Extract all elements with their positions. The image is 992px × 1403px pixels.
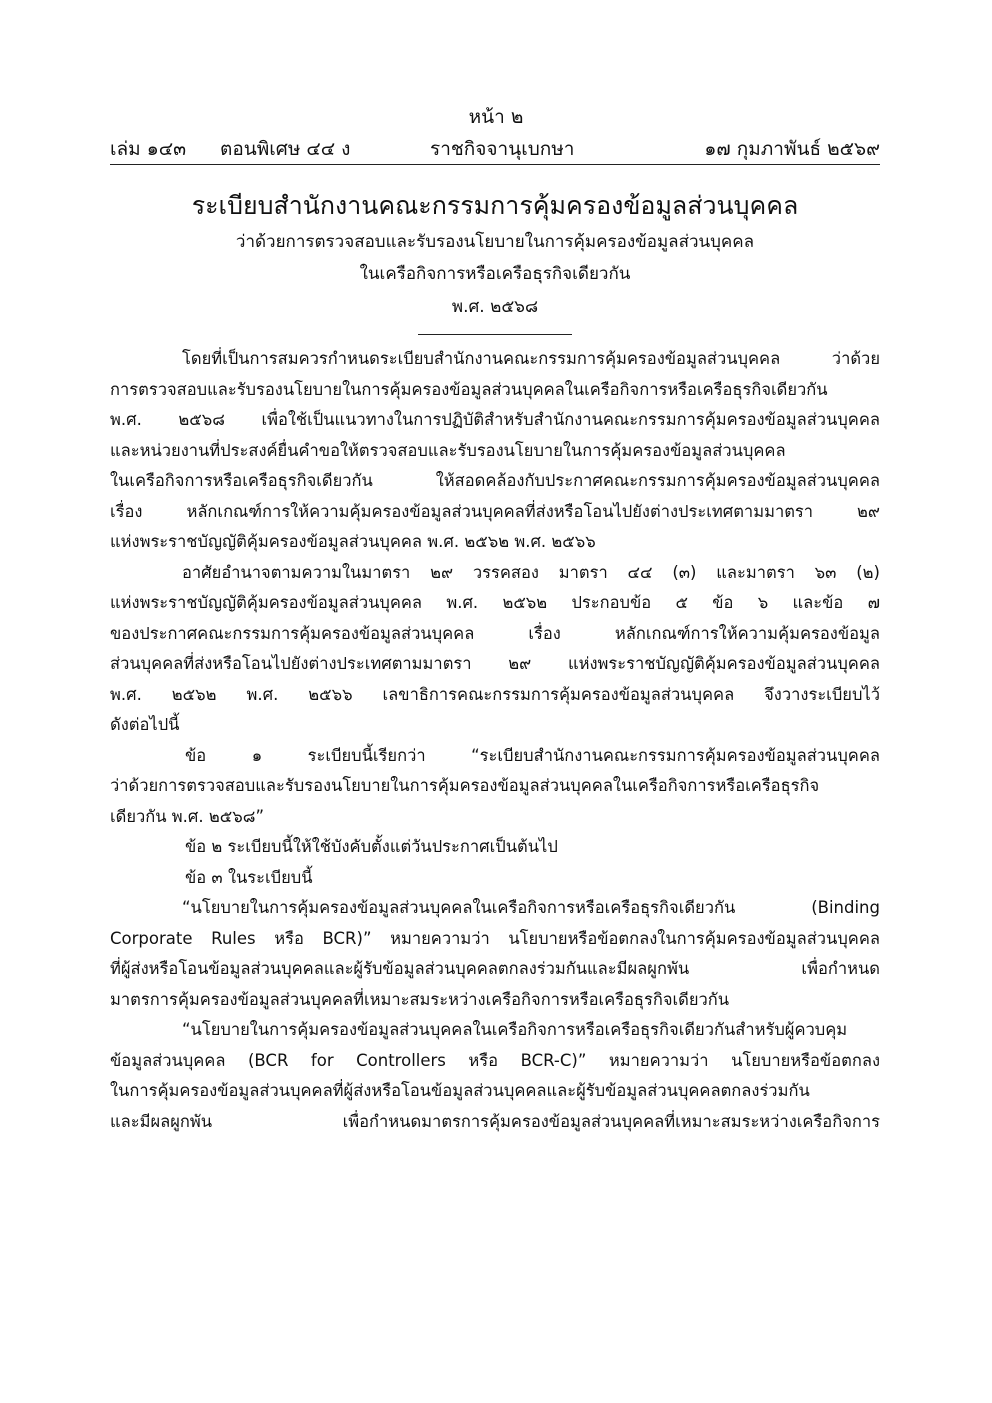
body-line: ข้อมูลส่วนบุคคล (BCR for Controllers หรือ BCR-C)” หมายความว่า นโยบายหรือข้อตกลง: [110, 1050, 880, 1070]
body-line: อาศัยอำนาจตามความในมาตรา ๒๙ วรรคสอง มาตรา ๔๔ (๓) และมาตรา ๖๓ (๒): [182, 562, 880, 582]
body-line: ข้อ ๓ ในระเบียบนี้: [185, 867, 313, 887]
body-line: และหน่วยงานที่ประสงค์ยื่นคำขอให้ตรวจสอบและรับรองนโยบายในการคุ้มครองข้อมูลส่วนบุคคล: [110, 440, 786, 460]
body-line: ในการคุ้มครองข้อมูลส่วนบุคคลที่ผู้ส่งหรือโอนข้อมูลส่วนบุคคลและผู้รับข้อมูลส่วนบุคคลตกลงร่วมกัน: [110, 1081, 810, 1100]
body-line: การตรวจสอบและรับรองนโยบายในการคุ้มครองข้อมูลส่วนบุคคลในเครือกิจการหรือเครือธุรกิจเดียวกัน: [110, 379, 828, 399]
document-subtitle-2: ในเครือกิจการหรือเครือธุรกิจเดียวกัน: [359, 264, 631, 284]
body-line: “นโยบายในการคุ้มครองข้อมูลส่วนบุคคลในเครือกิจการหรือเครือธุรกิจเดียวกันสำหรับผู้ควบคุม: [182, 1020, 848, 1039]
document-year: พ.ศ. ๒๕๖๘: [451, 297, 539, 317]
gazette-header: [110, 136, 880, 162]
document-subtitle-1: ว่าด้วยการตรวจสอบและรับรองนโยบายในการคุ้มครองข้อมูลส่วนบุคคล: [235, 232, 755, 252]
body-line: พ.ศ. ๒๕๖๒ พ.ศ. ๒๕๖๖ เลขาธิการคณะกรรมการคุ้มครองข้อมูลส่วนบุคคล จึงวางระเบียบไว้: [110, 684, 880, 704]
body-line: และมีผลผูกพัน เพื่อกำหนดมาตรการคุ้มครองข้อมูลส่วนบุคคลที่เหมาะสมระหว่างเครือกิจการ: [110, 1111, 880, 1131]
header-divider: [110, 164, 880, 165]
title-divider: [418, 334, 572, 335]
document-body: [110, 344, 880, 1137]
body-line: โดยที่เป็นการสมควรกำหนดระเบียบสำนักงานคณะกรรมการคุ้มครองข้อมูลส่วนบุคคล ว่าด้วย: [182, 349, 880, 368]
body-line: มาตรการคุ้มครองข้อมูลส่วนบุคคลที่เหมาะสมระหว่างเครือกิจการหรือเครือธุรกิจเดียวกัน: [110, 989, 730, 1009]
body-line: ในเครือกิจการหรือเครือธุรกิจเดียวกัน ให้สอดคล้องกับประกาศคณะกรรมการคุ้มครองข้อมูลส่วนบุคคล: [110, 471, 880, 490]
body-line: “นโยบายในการคุ้มครองข้อมูลส่วนบุคคลในเครือกิจการหรือเครือธุรกิจเดียวกัน (Binding: [182, 898, 880, 917]
body-line: ข้อ ๒ ระเบียบนี้ให้ใช้บังคับตั้งแต่วันประกาศเป็นต้นไป: [185, 837, 558, 856]
volume-number: เล่ม ๑๔๓: [110, 138, 187, 160]
body-line: ดังต่อไปนี้: [110, 715, 180, 734]
issue-number: ตอนพิเศษ ๔๔ ง: [220, 138, 351, 160]
body-line: ของประกาศคณะกรรมการคุ้มครองข้อมูลส่วนบุคคล เรื่อง หลักเกณฑ์การให้ความคุ้มครองข้อมูล: [110, 623, 880, 643]
body-line: ที่ผู้ส่งหรือโอนข้อมูลส่วนบุคคลและผู้รับข้อมูลส่วนบุคคลตกลงร่วมกันและมีผลผูกพัน เพื่อกำหนด: [110, 959, 880, 978]
body-line: ส่วนบุคคลที่ส่งหรือโอนไปยังต่างประเทศตามมาตรา ๒๙ แห่งพระราชบัญญัติคุ้มครองข้อมูลส่วนบุคคล: [110, 654, 880, 673]
body-line: ข้อ ๑ ระเบียบนี้เรียกว่า “ระเบียบสำนักงานคณะกรรมการคุ้มครองข้อมูลส่วนบุคคล: [185, 745, 880, 765]
body-line: Corporate Rules หรือ BCR)” หมายความว่า นโยบายหรือข้อตกลงในการคุ้มครองข้อมูลส่วนบุคคล: [110, 928, 880, 948]
body-line: เรื่อง หลักเกณฑ์การให้ความคุ้มครองข้อมูลส่วนบุคคลที่ส่งหรือโอนไปยังต่างประเทศตามมาตรา ๒๙: [110, 501, 880, 521]
document-title-block: [110, 186, 880, 335]
body-line: พ.ศ. ๒๕๖๘ เพื่อใช้เป็นแนวทางในการปฏิบัติสำหรับสำนักงานคณะกรรมการคุ้มครองข้อมูลส่วนบุคคล: [110, 410, 880, 429]
body-line: เดียวกัน พ.ศ. ๒๕๖๘”: [110, 806, 265, 826]
gazette-name: ราชกิจจานุเบกษา: [430, 138, 575, 160]
body-line: แห่งพระราชบัญญัติคุ้มครองข้อมูลส่วนบุคคล พ.ศ. ๒๕๖๒ พ.ศ. ๒๕๖๖: [110, 532, 596, 551]
publication-date: ๑๗ กุมภาพันธ์ ๒๕๖๙: [704, 138, 880, 160]
body-line: ว่าด้วยการตรวจสอบและรับรองนโยบายในการคุ้มครองข้อมูลส่วนบุคคลในเครือกิจการหรือเครือธุรกิจ: [110, 776, 820, 795]
body-line: แห่งพระราชบัญญัติคุ้มครองข้อมูลส่วนบุคคล พ.ศ. ๒๕๖๒ ประกอบข้อ ๕ ข้อ ๖ และข้อ ๗: [110, 593, 880, 612]
page-number: หน้า ๒: [468, 106, 524, 128]
document-title: ระเบียบสำนักงานคณะกรรมการคุ้มครองข้อมูลส่วนบุคคล: [191, 191, 799, 220]
